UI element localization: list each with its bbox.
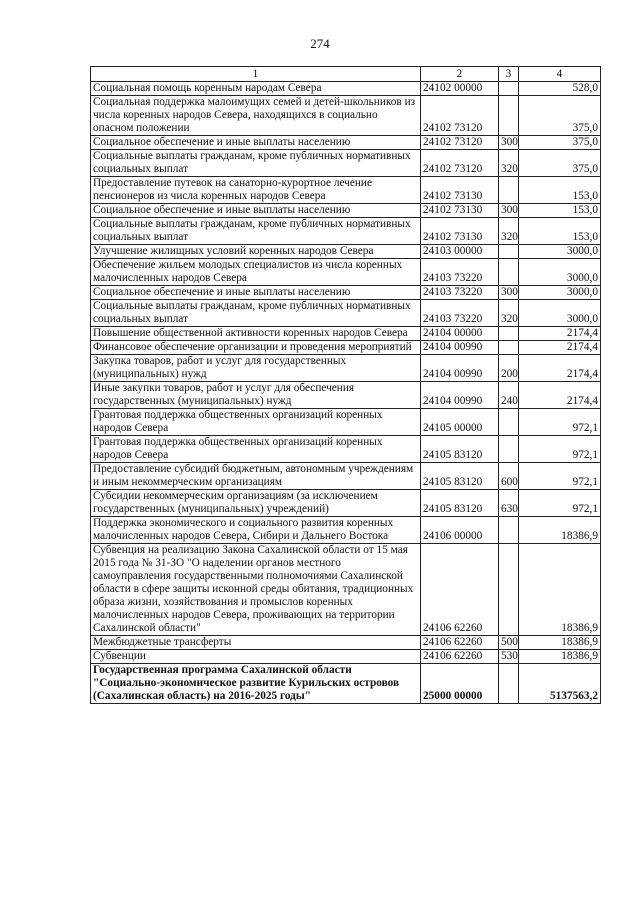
table-row — [91, 463, 601, 490]
row-code: 24105 83120 — [421, 463, 499, 490]
column-header-4: 4 — [519, 67, 601, 82]
row-code: 24102 73130 — [421, 218, 499, 245]
row-amount: 972,1 — [519, 409, 601, 436]
row-expense-type: 320 — [499, 150, 519, 177]
row-amount: 153,0 — [519, 204, 601, 218]
row-name: Предоставление субсидий бюджетным, автономным учреждениям и иным некоммерческим организациям — [91, 463, 421, 490]
table-row — [91, 650, 601, 664]
row-amount: 972,1 — [519, 463, 601, 490]
row-amount: 18386,9 — [519, 544, 601, 636]
table-row — [91, 245, 601, 259]
row-name: Субвенции — [91, 650, 421, 664]
row-expense-type: 300 — [499, 136, 519, 150]
row-amount: 153,0 — [519, 218, 601, 245]
row-expense-type — [499, 544, 519, 636]
row-code: 24104 00990 — [421, 341, 499, 355]
row-expense-type: 320 — [499, 300, 519, 327]
table-header-row — [91, 67, 601, 82]
row-name: Улучшение жилищных условий коренных народов Севера — [91, 245, 421, 259]
row-amount: 2174,4 — [519, 382, 601, 409]
row-code: 24106 62260 — [421, 636, 499, 650]
row-amount: 2174,4 — [519, 355, 601, 382]
row-name: Грантовая поддержка общественных организаций коренных народов Севера — [91, 436, 421, 463]
row-name: Социальное обеспечение и иные выплаты населению — [91, 204, 421, 218]
row-amount: 2174,4 — [519, 327, 601, 341]
row-expense-type: 500 — [499, 636, 519, 650]
row-expense-type: 300 — [499, 204, 519, 218]
row-amount: 3000,0 — [519, 245, 601, 259]
column-header-2: 2 — [421, 67, 499, 82]
row-expense-type: 320 — [499, 218, 519, 245]
row-name: Социальное обеспечение и иные выплаты населению — [91, 136, 421, 150]
row-name: Финансовое обеспечение организации и проведения мероприятий — [91, 341, 421, 355]
row-expense-type — [499, 436, 519, 463]
table-row — [91, 300, 601, 327]
row-name: Социальная поддержка малоимущих семей и детей-школьников из числа коренных народов Севера, находящихся в социально опасном положении — [91, 96, 421, 136]
row-code: 24102 73130 — [421, 204, 499, 218]
row-name: Социальные выплаты гражданам, кроме публичных нормативных социальных выплат — [91, 218, 421, 245]
table-total-row — [91, 664, 601, 704]
row-amount: 375,0 — [519, 150, 601, 177]
row-code: 24106 62260 — [421, 544, 499, 636]
row-expense-type — [499, 327, 519, 341]
table-row — [91, 382, 601, 409]
column-header-3: 3 — [499, 67, 519, 82]
row-code: 24103 73220 — [421, 286, 499, 300]
row-expense-type — [499, 245, 519, 259]
row-code: 24106 62260 — [421, 650, 499, 664]
row-amount: 3000,0 — [519, 286, 601, 300]
row-name: Грантовая поддержка общественных организаций коренных народов Севера — [91, 409, 421, 436]
row-code: 24105 83120 — [421, 436, 499, 463]
row-code: 24104 00990 — [421, 382, 499, 409]
table-row — [91, 259, 601, 286]
row-code: 24102 73120 — [421, 150, 499, 177]
row-expense-type — [499, 177, 519, 204]
row-code: 24103 73220 — [421, 259, 499, 286]
table-row — [91, 355, 601, 382]
row-name: Закупка товаров, работ и услуг для государственных (муниципальных) нужд — [91, 355, 421, 382]
row-name: Повышение общественной активности коренных народов Севера — [91, 327, 421, 341]
table-row — [91, 327, 601, 341]
row-expense-type: 630 — [499, 490, 519, 517]
table-row — [91, 82, 601, 96]
row-code: 24102 73120 — [421, 136, 499, 150]
row-code: 24103 00000 — [421, 245, 499, 259]
row-amount: 972,1 — [519, 490, 601, 517]
row-code: 24102 00000 — [421, 82, 499, 96]
row-name: Предоставление путевок на санаторно-курортное лечение пенсионеров из числа коренных народов Севера — [91, 177, 421, 204]
row-expense-type — [499, 517, 519, 544]
row-amount: 375,0 — [519, 96, 601, 136]
table-row — [91, 341, 601, 355]
row-name: Социальные выплаты гражданам, кроме публичных нормативных социальных выплат — [91, 150, 421, 177]
row-expense-type — [499, 409, 519, 436]
row-code: 24105 00000 — [421, 409, 499, 436]
row-name: Межбюджетные трансферты — [91, 636, 421, 650]
table-row — [91, 517, 601, 544]
row-name: Иные закупки товаров, работ и услуг для обеспечения государственных (муниципальных) нужд — [91, 382, 421, 409]
row-expense-type — [499, 341, 519, 355]
row-name: Поддержка экономического и социального развития коренных малочисленных народов Севера, Сибири и Дальнего Востока — [91, 517, 421, 544]
table-row — [91, 409, 601, 436]
row-code: 24104 00990 — [421, 355, 499, 382]
table-row — [91, 436, 601, 463]
row-expense-type — [499, 82, 519, 96]
row-code: 24104 00000 — [421, 327, 499, 341]
table-row — [91, 636, 601, 650]
table-row — [91, 150, 601, 177]
table-row — [91, 204, 601, 218]
total-name: Государственная программа Сахалинской области "Социально-экономическое развитие Курильских островов (Сахалинская область) на 2016-2025 годы" — [91, 664, 421, 704]
row-name: Социальное обеспечение и иные выплаты населению — [91, 286, 421, 300]
table-row — [91, 136, 601, 150]
row-code: 24106 00000 — [421, 517, 499, 544]
row-amount: 972,1 — [519, 436, 601, 463]
row-name: Обеспечение жильем молодых специалистов из числа коренных малочисленных народов Севера — [91, 259, 421, 286]
row-name: Социальная помощь коренным народам Севера — [91, 82, 421, 96]
budget-table — [90, 66, 601, 704]
table-row — [91, 544, 601, 636]
total-expense-type — [499, 664, 519, 704]
row-code: 24102 73120 — [421, 96, 499, 136]
page-number: 274 — [310, 36, 330, 51]
table-row — [91, 177, 601, 204]
table-row — [91, 286, 601, 300]
row-expense-type: 200 — [499, 355, 519, 382]
table-row — [91, 218, 601, 245]
column-header-1: 1 — [91, 67, 421, 82]
row-name: Субвенция на реализацию Закона Сахалинской области от 15 мая 2015 года № 31-ЗО "О наделении органов местного самоуправления государственными полномочиями Сахалинской области в сфере защиты исконной среды обитания, традиционных образа жизни, хозяйствования и промыслов коренных малочисленных народов Севера, проживающих на территории Сахалинской области" — [91, 544, 421, 636]
row-expense-type — [499, 259, 519, 286]
row-expense-type: 300 — [499, 286, 519, 300]
row-code: 24105 83120 — [421, 490, 499, 517]
row-amount: 18386,9 — [519, 517, 601, 544]
total-code: 25000 00000 — [421, 664, 499, 704]
row-expense-type — [499, 96, 519, 136]
row-amount: 153,0 — [519, 177, 601, 204]
row-expense-type: 240 — [499, 382, 519, 409]
row-code: 24103 73220 — [421, 300, 499, 327]
row-amount: 375,0 — [519, 136, 601, 150]
row-amount: 2174,4 — [519, 341, 601, 355]
row-amount: 3000,0 — [519, 259, 601, 286]
row-code: 24102 73130 — [421, 177, 499, 204]
table-row — [91, 490, 601, 517]
row-amount: 18386,9 — [519, 636, 601, 650]
row-expense-type: 530 — [499, 650, 519, 664]
row-name: Субсидии некоммерческим организациям (за исключением государственных (муниципальных) учреждений) — [91, 490, 421, 517]
table-row — [91, 96, 601, 136]
row-name: Социальные выплаты гражданам, кроме публичных нормативных социальных выплат — [91, 300, 421, 327]
row-amount: 3000,0 — [519, 300, 601, 327]
row-expense-type: 600 — [499, 463, 519, 490]
row-amount: 18386,9 — [519, 650, 601, 664]
total-amount: 5137563,2 — [519, 664, 601, 704]
row-amount: 528,0 — [519, 82, 601, 96]
